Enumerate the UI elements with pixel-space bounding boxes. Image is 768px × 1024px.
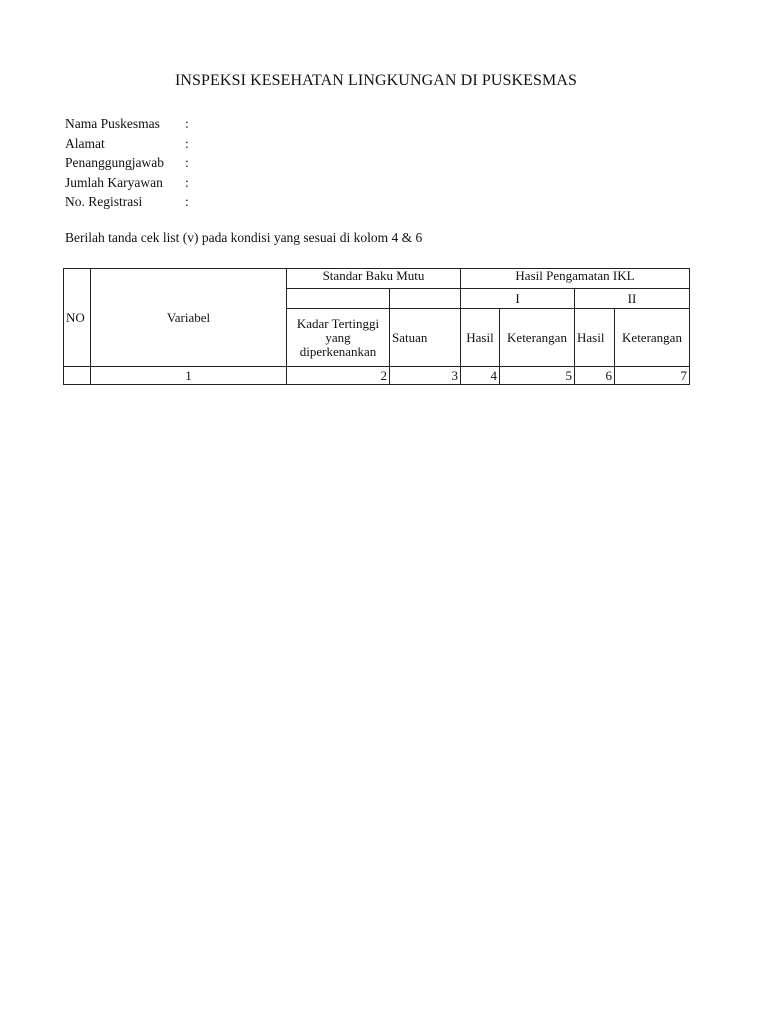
column-number: 6 — [575, 367, 615, 385]
header-hasil-ii: Hasil — [575, 309, 615, 367]
field-no-registrasi — [65, 192, 189, 212]
field-colon: : — [185, 135, 189, 151]
header-sub-ii: II — [575, 289, 690, 309]
field-label: Jumlah Karyawan — [65, 174, 163, 190]
inspection-table — [63, 268, 690, 385]
field-label: No. Registrasi — [65, 194, 143, 210]
kadar-line: Kadar Tertinggi — [296, 315, 380, 331]
instruction-text: Berilah tanda cek list (v) pada kondisi yang sesuai di kolom 4 & 6 — [65, 230, 423, 245]
kadar-line: yang — [325, 329, 351, 345]
header-blank-cell — [287, 289, 390, 309]
header-hasil-i: Hasil — [461, 309, 500, 367]
field-label: Nama Puskesmas — [65, 116, 160, 131]
header-variabel: Variabel — [91, 269, 287, 367]
header-sub-i: I — [461, 289, 575, 309]
field-colon: : — [185, 155, 189, 171]
field-alamat — [65, 134, 189, 154]
field-nama-puskesmas — [65, 114, 189, 134]
field-colon: : — [185, 174, 189, 190]
page-title: INSPEKSI KESEHATAN LINGKUNGAN DI PUSKESMAS — [174, 72, 578, 89]
column-number: 3 — [390, 367, 461, 385]
column-number: 4 — [461, 367, 500, 385]
header-kadar-tertinggi — [287, 309, 390, 367]
header-keterangan-ii: Keterangan — [615, 309, 690, 367]
header-hasil-pengamatan: Hasil Pengamatan IKL — [461, 269, 690, 289]
field-label: Alamat — [65, 135, 105, 151]
field-colon: : — [185, 194, 189, 210]
field-penanggungjawab — [65, 153, 189, 173]
header-no: NO — [64, 269, 91, 367]
column-number: 1 — [91, 367, 287, 385]
header-satuan: Satuan — [390, 309, 461, 367]
column-number: 7 — [615, 367, 690, 385]
identity-fields — [65, 114, 189, 212]
field-label: Penanggungjawab — [65, 155, 164, 171]
column-number: 2 — [287, 367, 390, 385]
header-standar-baku-mutu: Standar Baku Mutu — [287, 269, 461, 289]
number-cell-blank — [64, 367, 91, 385]
kadar-line: diperkenankan — [299, 343, 377, 359]
field-jumlah-karyawan — [65, 173, 189, 193]
header-blank-cell — [390, 289, 461, 309]
header-keterangan-i: Keterangan — [500, 309, 575, 367]
column-number-row — [64, 367, 690, 385]
header-row-1 — [64, 269, 690, 289]
column-number: 5 — [500, 367, 575, 385]
field-colon: : — [185, 116, 189, 131]
